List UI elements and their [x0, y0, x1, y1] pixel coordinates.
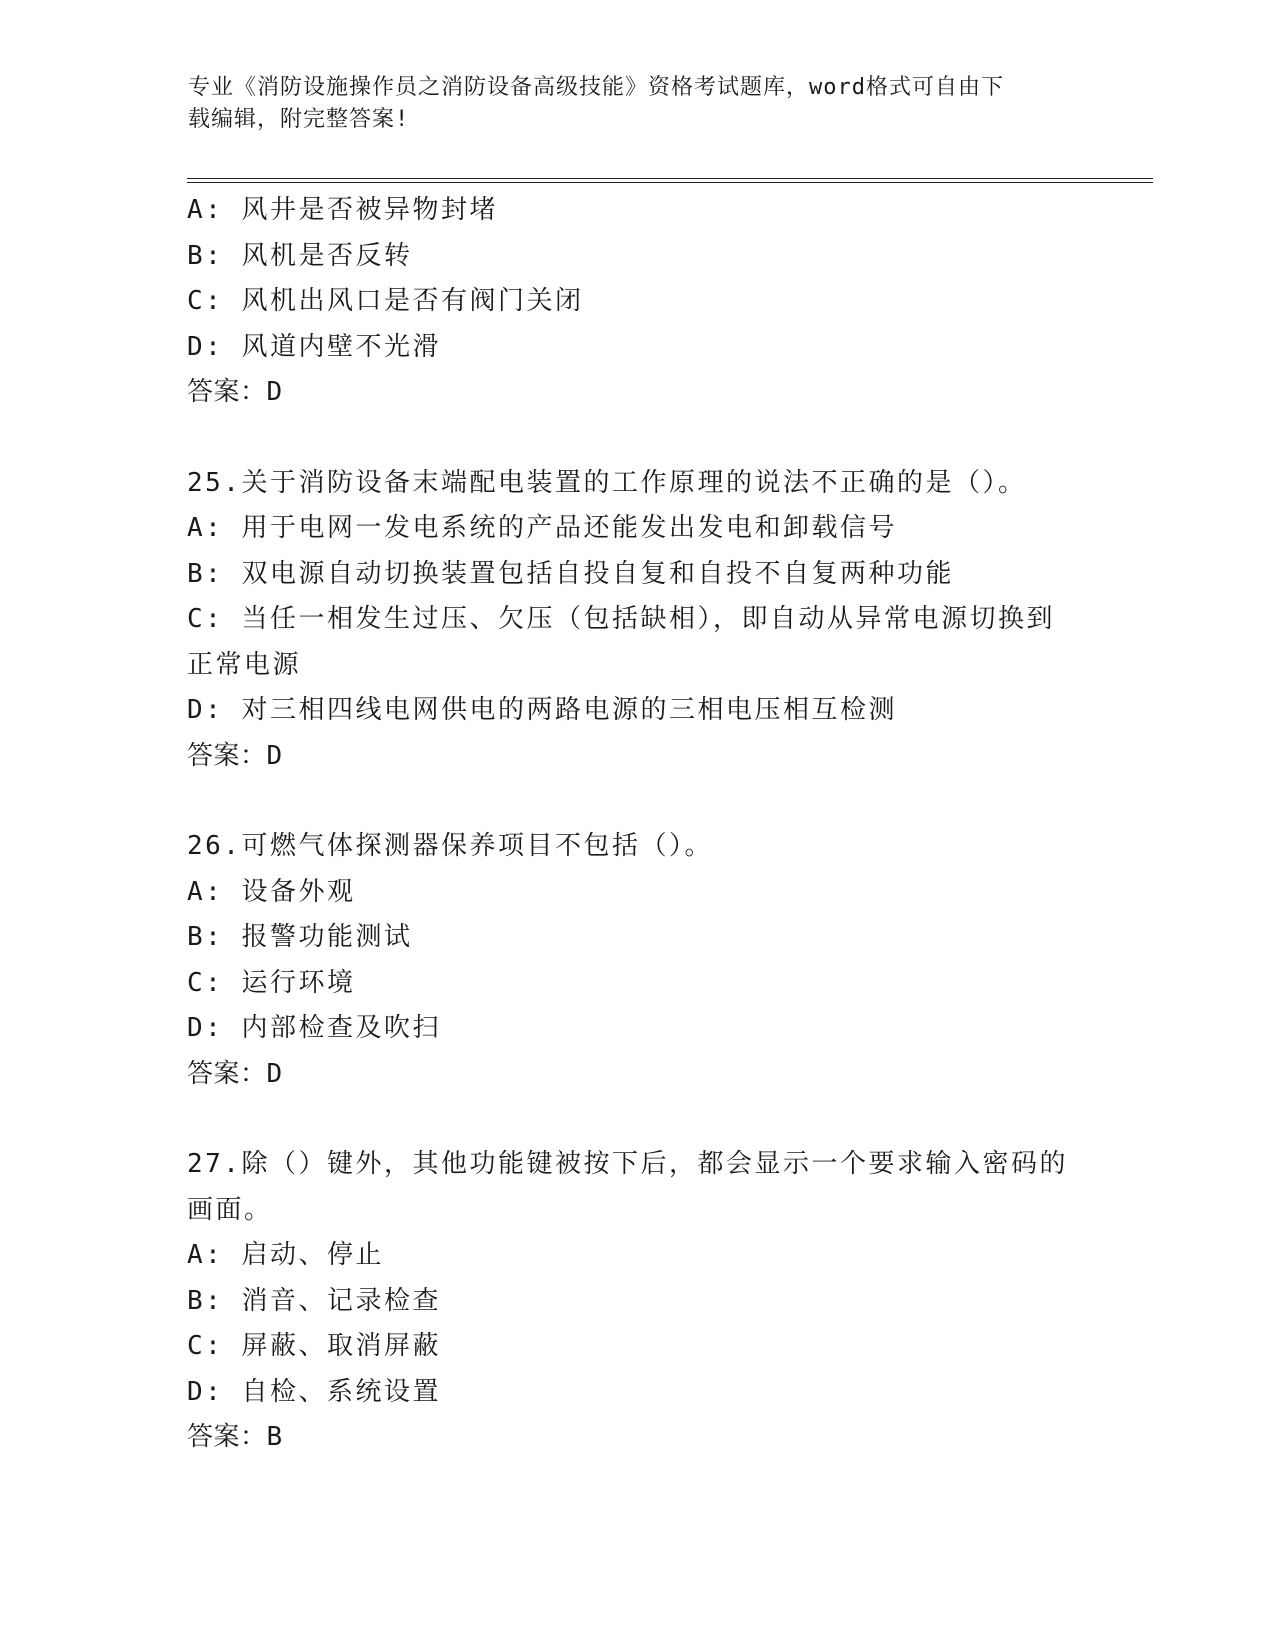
option-c: C: 运行环境 — [187, 967, 356, 998]
question-stem: 26.可燃气体探测器保养项目不包括（）。 — [187, 831, 713, 861]
spacer — [187, 779, 1087, 824]
answer-line: 答案：D — [187, 1058, 283, 1089]
option-c: C: 风机出风口是否有阀门关闭 — [187, 286, 584, 316]
question-25 — [187, 461, 1087, 780]
answer-line: 答案：B — [187, 1422, 283, 1452]
question-27 — [187, 1142, 1087, 1461]
option-d: D: 自检、系统设置 — [187, 1376, 441, 1407]
answer-line: 答案：D — [187, 377, 283, 407]
question-24-continued — [187, 188, 1087, 416]
option-a: A: 启动、停止 — [187, 1240, 384, 1270]
option-b: B: 风机是否反转 — [187, 240, 413, 271]
header-title-line-1: 专业《消防设施操作员之消防设备高级技能》资格考试题库，word格式可自由下 — [188, 75, 1004, 100]
option-b: B: 双电源自动切换装置包括自投自复和自投不自复两种功能 — [187, 558, 954, 589]
option-a: A: 用于电网一发电系统的产品还能发出发电和卸载信号 — [187, 513, 897, 543]
question-list — [187, 188, 1087, 1461]
option-a: A: 设备外观 — [187, 876, 356, 907]
question-stem: 25.关于消防设备末端配电装置的工作原理的说法不正确的是（）。 — [187, 467, 1027, 498]
option-c-continued: 正常电源 — [187, 649, 302, 680]
option-c: C: 当任一相发生过压、欠压（包括缺相），即自动从异常电源切换到 — [187, 604, 1055, 634]
document-header — [188, 72, 1068, 136]
option-d: D: 风道内壁不光滑 — [187, 331, 441, 362]
question-stem-continued: 画面。 — [187, 1194, 273, 1225]
header-divider-top — [187, 178, 1153, 179]
option-b: B: 消音、记录检查 — [187, 1285, 441, 1316]
spacer — [187, 416, 1087, 461]
option-c: C: 屏蔽、取消屏蔽 — [187, 1331, 441, 1361]
question-stem: 27.除（）键外，其他功能键被按下后，都会显示一个要求输入密码的 — [187, 1149, 1068, 1179]
option-d: D: 对三相四线电网供电的两路电源的三相电压相互检测 — [187, 695, 897, 725]
spacer — [187, 1097, 1087, 1142]
header-divider-bottom — [187, 182, 1153, 183]
answer-line: 答案：D — [187, 740, 283, 771]
header-title-line-2: 载编辑，附完整答案! — [188, 107, 410, 132]
option-b: B: 报警功能测试 — [187, 922, 413, 952]
option-d: D: 内部检查及吹扫 — [187, 1013, 441, 1043]
option-a: A: 风井是否被异物封堵 — [187, 195, 498, 225]
question-26 — [187, 824, 1087, 1097]
